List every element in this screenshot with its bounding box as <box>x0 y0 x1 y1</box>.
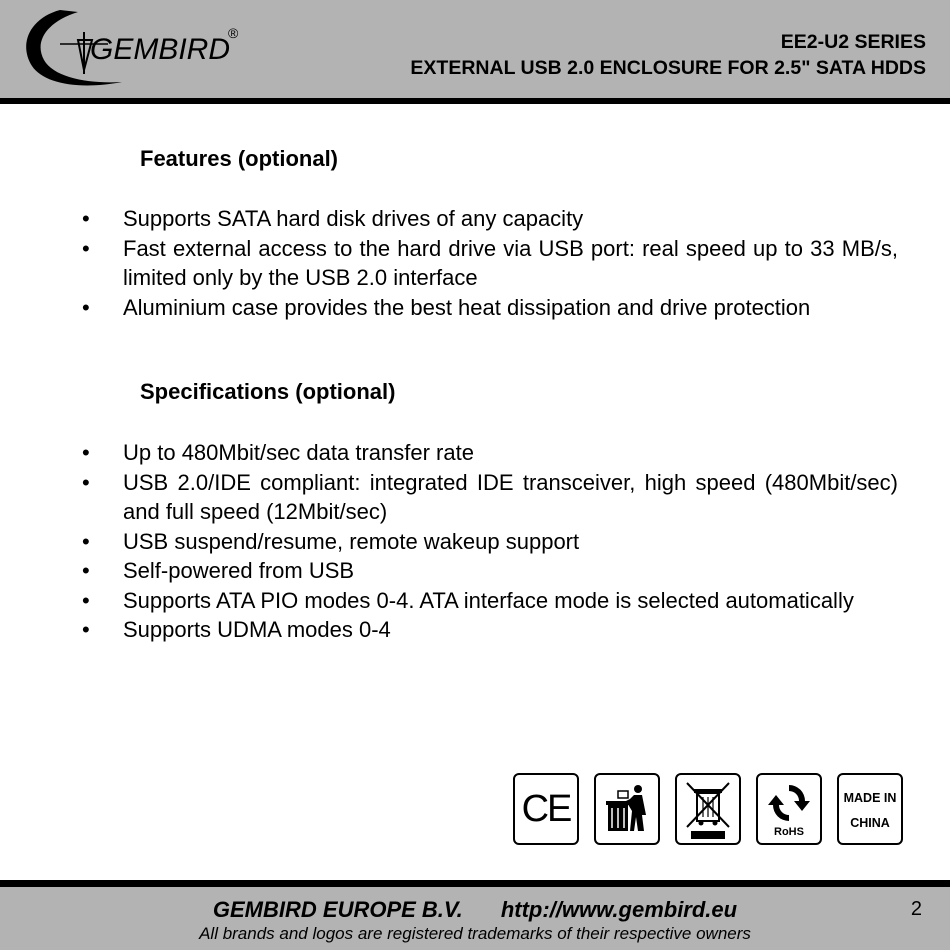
page-number: 2 <box>910 898 922 920</box>
bullet-icon: • <box>82 294 90 320</box>
list-item: • Self-powered from USB <box>0 556 898 586</box>
dispose-in-bin-icon <box>596 775 658 843</box>
page-header <box>0 0 950 104</box>
footer-company-line <box>0 897 950 923</box>
gembird-swoosh-icon <box>20 4 250 92</box>
product-title: EXTERNAL USB 2.0 ENCLOSURE FOR 2.5" SATA HDDS <box>410 57 926 79</box>
rohs-label: RoHS <box>774 826 804 838</box>
bullet-icon: • <box>82 528 90 554</box>
made-in-china-badge <box>837 773 903 845</box>
specifications-heading: Specifications (optional) <box>140 379 396 404</box>
china-label: CHINA <box>850 816 890 830</box>
crossed-bin-icon <box>677 775 739 843</box>
weee-badge <box>675 773 741 845</box>
rohs-badge <box>756 773 822 845</box>
ce-mark-icon: CE <box>521 788 571 830</box>
list-item: • Aluminium case provides the best heat dissipation and drive protection <box>0 293 898 323</box>
company-name: GEMBIRD EUROPE B.V. <box>212 897 463 922</box>
list-item: • Supports SATA hard disk drives of any capacity <box>0 204 898 234</box>
list-item: • USB suspend/resume, remote wakeup support <box>0 527 898 557</box>
page-footer <box>0 880 950 950</box>
made-in-label: MADE IN <box>843 791 897 805</box>
brand-name: GEMBIRD <box>90 33 231 66</box>
bullet-icon: • <box>82 469 90 495</box>
tidyman-badge <box>594 773 660 845</box>
features-list <box>0 204 950 322</box>
registered-mark: ® <box>228 25 239 41</box>
features-heading: Features (optional) <box>140 146 339 171</box>
specifications-list <box>0 438 950 645</box>
bullet-icon: • <box>82 558 90 583</box>
ce-mark-badge <box>513 773 579 845</box>
bullet-icon: • <box>82 440 90 465</box>
list-item: • USB 2.0/IDE compliant: integrated IDE transceiver, high speed (480Mbit/sec) and full speed (12Mbit/sec) <box>82 469 898 524</box>
list-item: • Supports ATA PIO modes 0-4. ATA interface mode is selected automatically <box>0 586 898 616</box>
bullet-icon: • <box>82 587 90 613</box>
company-url-link[interactable]: http://www.gembird.eu <box>500 897 738 922</box>
series-title: EE2-U2 SERIES <box>780 31 926 53</box>
bullet-icon: • <box>82 617 90 642</box>
trademark-note: All brands and logos are registered trademarks of their respective owners <box>199 924 751 943</box>
list-item: • Up to 480Mbit/sec data transfer rate <box>0 438 898 468</box>
list-item: • Fast external access to the hard drive via USB port: real speed up to 33 MB/s, limited only by the USB 2.0 interface <box>82 235 898 290</box>
bullet-icon: • <box>82 206 90 231</box>
bullet-icon: • <box>82 235 90 261</box>
header-title-block <box>410 29 926 81</box>
list-item: • Supports UDMA modes 0-4 <box>0 615 898 645</box>
gembird-logo <box>20 4 250 92</box>
